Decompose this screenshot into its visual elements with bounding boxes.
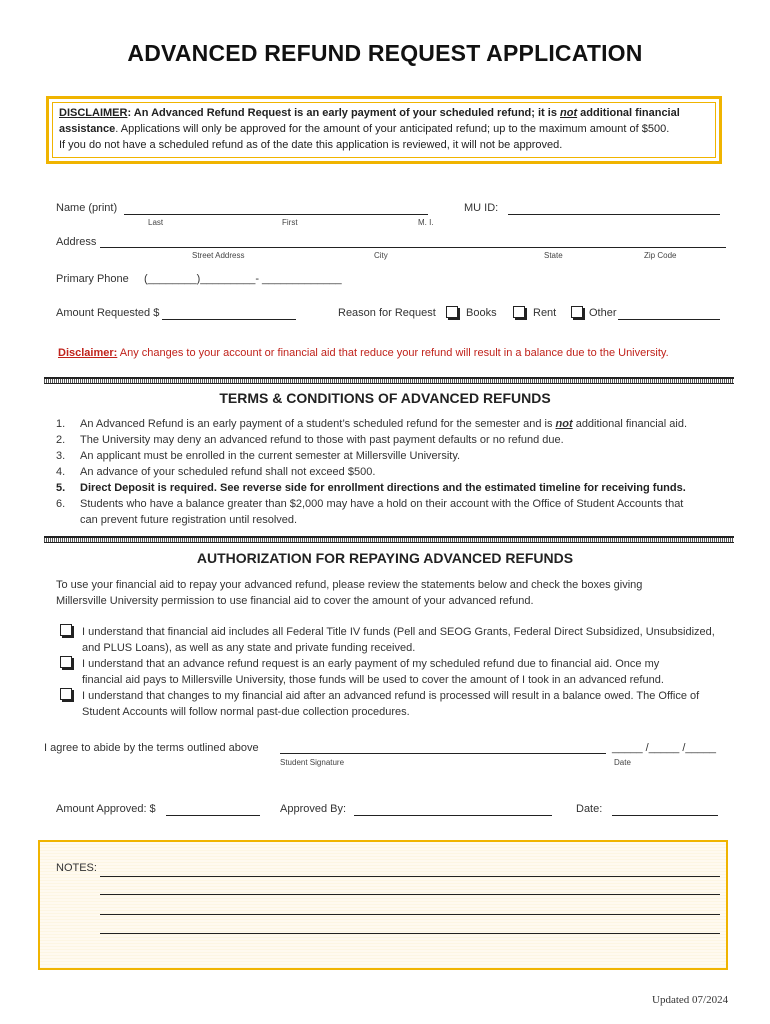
last-caption: Last bbox=[148, 218, 164, 227]
mi-caption: M. I. bbox=[418, 218, 434, 227]
amount-approved-label: Amount Approved: $ bbox=[56, 803, 156, 815]
city-caption: City bbox=[374, 251, 388, 260]
address-label: Address bbox=[56, 236, 97, 248]
state-caption: State bbox=[544, 251, 563, 260]
terms-title: TERMS & CONDITIONS OF ADVANCED REFUNDS bbox=[219, 390, 551, 406]
authorization-statement: I understand that changes to my financial aid after an advanced refund is processed will result in a balance owed. The Office of Student Accounts will follow normal past-due collection procedures. bbox=[82, 690, 700, 718]
muid-field[interactable] bbox=[508, 214, 720, 215]
notes-line[interactable] bbox=[100, 914, 720, 915]
authorization-statement: I understand that an advance refund request is an early payment of my scheduled refund due to financial aid. Once my financial aid pays to Millersville University, those funds will be used to cover the amount of I took in an advanced refund. bbox=[82, 658, 664, 686]
section-divider bbox=[44, 377, 734, 384]
phone-label: Primary Phone bbox=[56, 273, 129, 285]
approved-date-field[interactable] bbox=[612, 815, 718, 816]
approved-by-label: Approved By: bbox=[280, 803, 347, 815]
page-title: ADVANCED REFUND REQUEST APPLICATION bbox=[127, 40, 643, 66]
address-field[interactable] bbox=[100, 247, 726, 248]
term-item: 6. Students who have a balance greater than $2,000 may have a hold on their account with the Office of Student Accounts that can prevent future registration until resolved. bbox=[56, 498, 684, 526]
disclaimer-box bbox=[46, 96, 722, 164]
books-checkbox[interactable] bbox=[446, 306, 458, 318]
name-label: Name (print) bbox=[56, 202, 118, 214]
balance-disclaimer: Disclaimer: Any changes to your account or financial aid that reduce your refund will result in a balance due to the University. bbox=[58, 347, 669, 359]
understand-early-payment-checkbox[interactable] bbox=[60, 656, 72, 668]
street-caption: Street Address bbox=[192, 251, 245, 260]
understand-title-iv-checkbox[interactable] bbox=[60, 624, 72, 636]
authorization-statement: I understand that financial aid includes all Federal Title IV funds (Pell and SEOG Grants, Federal Direct Subsidized, Unsubsidized, and PLUS Loans), as well as any state and private funding received. bbox=[82, 626, 715, 654]
updated-date: Updated 07/2024 bbox=[652, 994, 729, 1006]
disclaimer-label: DISCLAIMER bbox=[59, 107, 128, 119]
signature-date-field[interactable]: _____ /_____ /_____ bbox=[612, 742, 716, 754]
notes-line[interactable] bbox=[100, 933, 720, 934]
approved-date-label: Date: bbox=[576, 803, 603, 815]
understand-balance-owed-checkbox[interactable] bbox=[60, 688, 72, 700]
other-label: Other bbox=[589, 307, 617, 319]
student-signature-field[interactable] bbox=[280, 753, 606, 754]
reason-label: Reason for Request bbox=[338, 307, 436, 319]
other-field[interactable] bbox=[618, 319, 720, 320]
authorization-intro: To use your financial aid to repay your advanced refund, please review the statements below and check the boxes giving Millersville University permission to use financial aid to cover the amount of your advanced refund. bbox=[56, 579, 643, 607]
notes-line[interactable] bbox=[100, 876, 720, 877]
zip-caption: Zip Code bbox=[644, 251, 677, 260]
rent-label: Rent bbox=[533, 307, 557, 319]
books-label: Books bbox=[466, 307, 497, 319]
student-signature-caption: Student Signature bbox=[280, 758, 345, 767]
disclaimer-text: DISCLAIMER: An Advanced Refund Request is an early payment of your scheduled refund; it is not additional financial assistance. Applications will only be approved for the amount of your anticipated refund; up to the maximum amount of $500. If you do not have a scheduled refund as of the date this application is reviewed, it will not be approved. bbox=[59, 107, 680, 151]
amount-requested-label: Amount Requested $ bbox=[56, 307, 160, 319]
amount-requested-field[interactable] bbox=[162, 319, 296, 320]
date-caption: Date bbox=[614, 758, 631, 767]
name-field[interactable] bbox=[124, 214, 428, 215]
other-checkbox[interactable] bbox=[571, 306, 583, 318]
agree-label: I agree to abide by the terms outlined above bbox=[44, 742, 259, 754]
notes-line[interactable] bbox=[100, 894, 720, 895]
notes-box bbox=[38, 840, 728, 970]
rent-checkbox[interactable] bbox=[513, 306, 525, 318]
approved-by-field[interactable] bbox=[354, 815, 552, 816]
first-caption: First bbox=[282, 218, 298, 227]
authorization-title: AUTHORIZATION FOR REPAYING ADVANCED REFUNDS bbox=[196, 550, 574, 566]
amount-approved-field[interactable] bbox=[166, 815, 260, 816]
phone-field[interactable]: (________)_________- _____________ bbox=[144, 273, 342, 285]
muid-label: MU ID: bbox=[464, 202, 499, 214]
section-divider bbox=[44, 536, 734, 543]
notes-label: NOTES: bbox=[56, 862, 97, 874]
